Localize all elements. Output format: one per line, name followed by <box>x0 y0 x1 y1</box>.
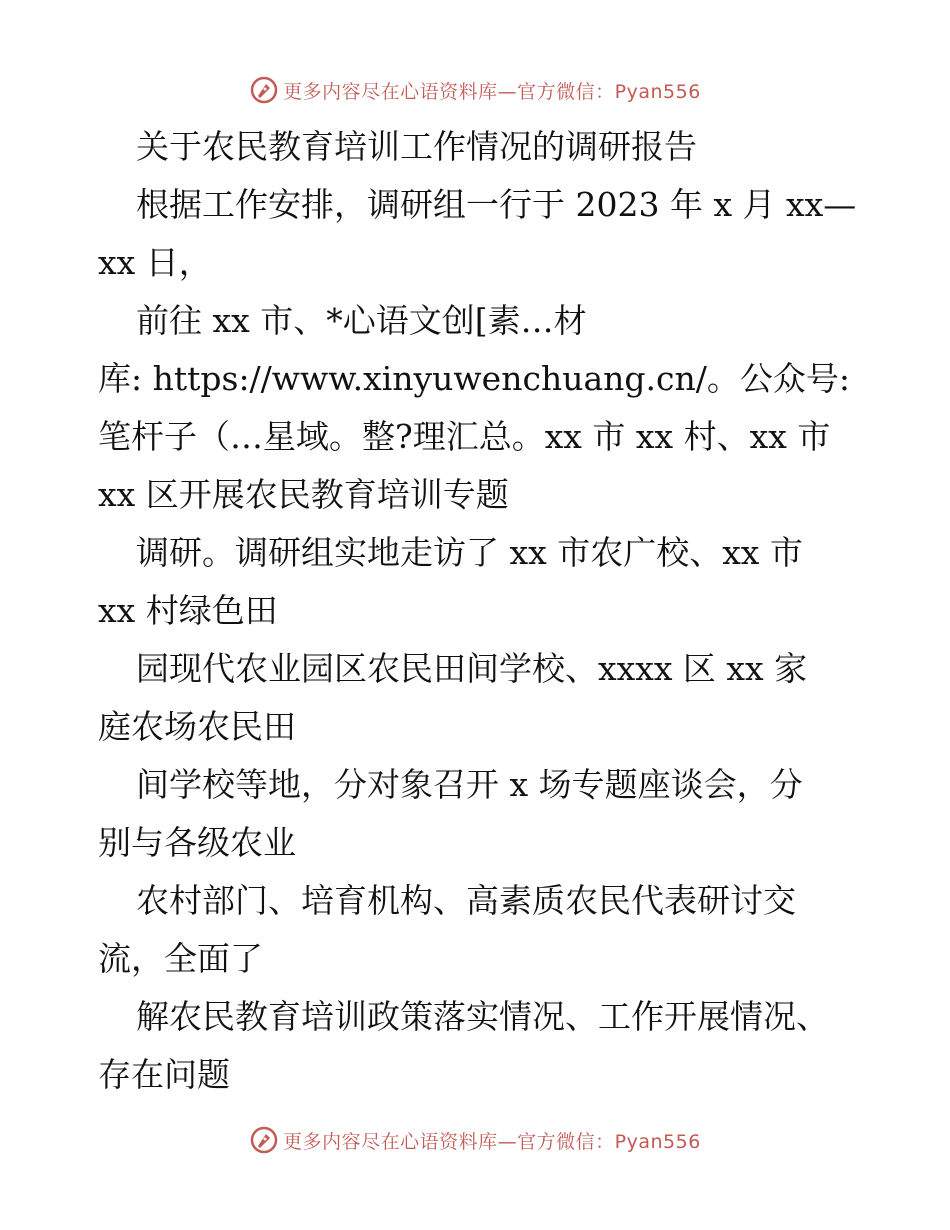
paragraph-line: 园现代农业园区农民田间学校、xxxx 区 xx 家 <box>136 649 808 688</box>
document-title: 关于农民教育培训工作情况的调研报告 <box>136 127 697 166</box>
paragraph-line: xx 区开展农民教育培训专题 <box>98 475 509 514</box>
paragraph-line: 庭农场农民田 <box>98 707 296 746</box>
paragraph-line: 库: https://www.xinyuwenchuang.cn/。公众号: <box>98 359 850 398</box>
header-watermark-banner <box>0 70 950 110</box>
paragraph-line: 流，全面了 <box>98 939 263 978</box>
watermark-text: 更多内容尽在心语资料库—官方微信：Pyan556 <box>283 80 701 103</box>
paragraph-line: 解农民教育培训政策落实情况、工作开展情况、 <box>136 997 829 1036</box>
paragraph-line: 间学校等地，分对象召开 x 场专题座谈会，分 <box>136 765 803 804</box>
document-body <box>98 118 868 1104</box>
fountain-pen-nib-icon <box>249 75 279 105</box>
paragraph-line: 调研。调研组实地走访了 xx 市农广校、xx 市 <box>136 533 803 572</box>
paragraph-line: 前往 xx 市、*心语文创[素…材 <box>136 301 587 340</box>
footer-watermark-banner <box>0 1120 950 1160</box>
paragraph-line: 别与各级农业 <box>98 823 296 862</box>
paragraph-line: 农村部门、培育机构、高素质农民代表研讨交 <box>136 881 796 920</box>
watermark-text: 更多内容尽在心语资料库—官方微信：Pyan556 <box>283 1130 701 1153</box>
paragraph-line: 存在问题 <box>98 1055 230 1094</box>
paragraph-line: xx 村绿色田 <box>98 591 278 630</box>
paragraph-line: 根据工作安排，调研组一行于 2023 年 x 月 xx— <box>136 185 857 224</box>
fountain-pen-nib-icon <box>249 1125 279 1155</box>
paragraph-line: 笔杆子（…星域。整?理汇总。xx 市 xx 村、xx 市 <box>98 417 831 456</box>
paragraph-line: xx 日， <box>98 243 212 282</box>
